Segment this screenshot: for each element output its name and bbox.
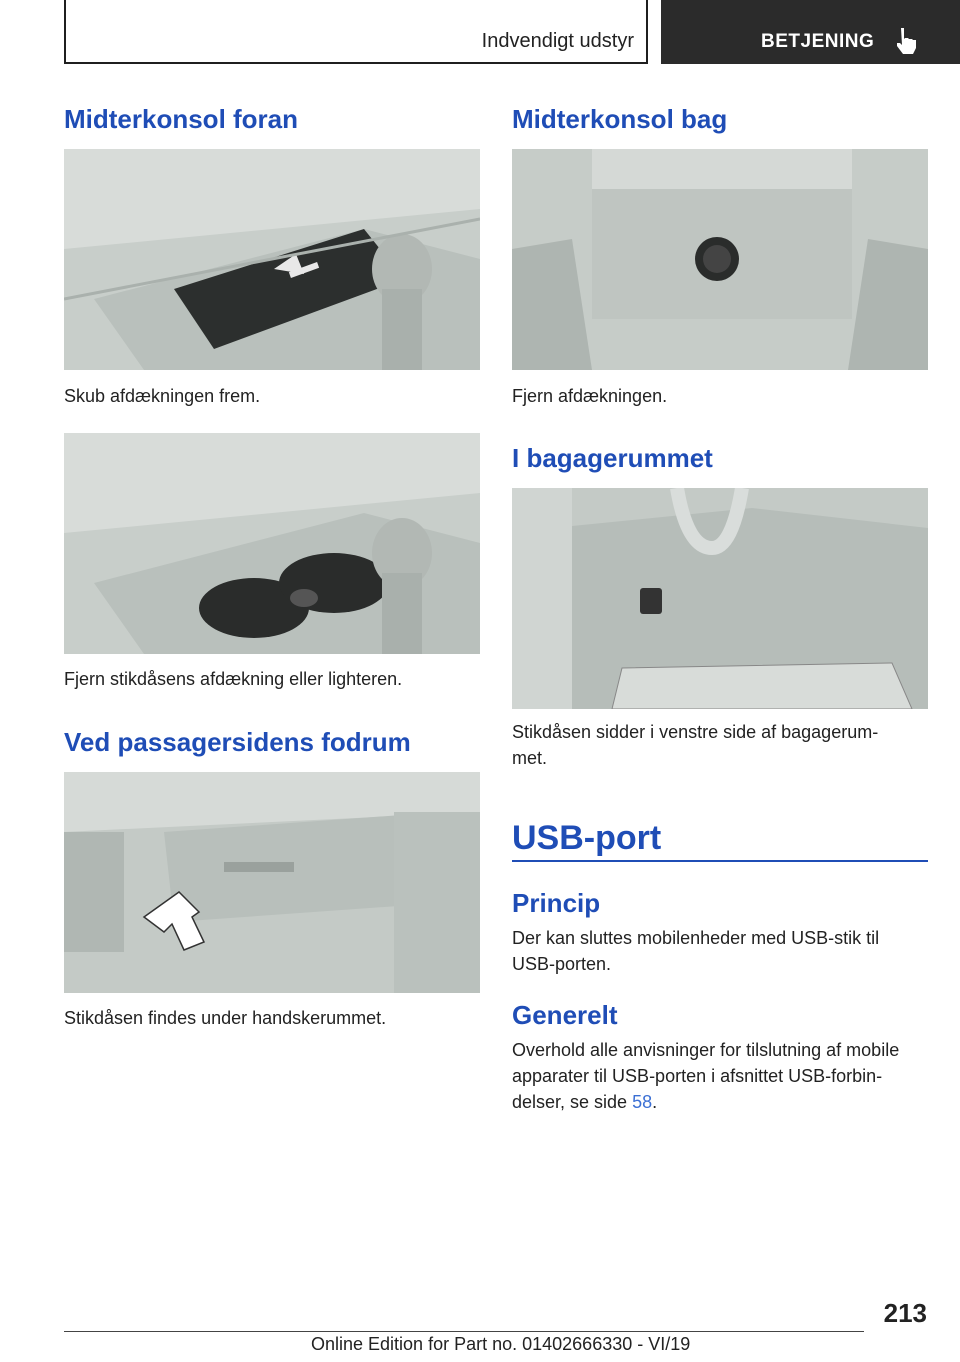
section-divider (512, 860, 928, 862)
caption-push-cover: Skub afdækningen frem. (64, 386, 261, 406)
general-line-3-suffix: . (652, 1092, 658, 1112)
footer-divider (64, 1331, 864, 1332)
image-luggage-compartment (512, 488, 928, 709)
footer-edition: Online Edition for Part no. 01402666330 - VI/19 (311, 1334, 691, 1354)
principle-line-1: Der kan sluttes mobilenheder med USB-stik til (512, 928, 880, 948)
image-passenger-footwell (64, 772, 480, 993)
header-chapter-tab (661, 0, 960, 64)
text-general (512, 1037, 899, 1115)
heading-general: Generelt (512, 1000, 618, 1030)
caption-remove-socket-cover: Fjern stikdåsens afdækning eller lighteren. (64, 669, 403, 689)
image-front-console-cover (64, 149, 480, 370)
caption-line-1: Stikdåsen sidder i venstre side af bagagerum- (512, 722, 879, 742)
general-line-1: Overhold alle anvisninger for tilslutning af mobile (512, 1040, 900, 1060)
text-principle (512, 925, 879, 977)
header-section-box (64, 0, 648, 64)
heading-front-console: Midterkonsol foran (64, 104, 299, 134)
page-reference-link[interactable]: 58 (632, 1092, 653, 1112)
heading-usb-port: USB-port (512, 819, 662, 857)
hand-pointer-icon (893, 26, 919, 56)
image-rear-console (512, 149, 928, 370)
caption-line-2: met. (512, 748, 548, 768)
heading-passenger-footwell: Ved passagersidens fodrum (64, 727, 411, 757)
caption-socket-left-trunk (512, 719, 878, 771)
image-front-console-socket (64, 433, 480, 654)
principle-line-2: USB-porten. (512, 954, 612, 974)
caption-remove-cover-rear: Fjern afdækningen. (512, 386, 668, 406)
general-line-2: apparater til USB-porten i afsnittet USB-forbin- (512, 1066, 883, 1086)
caption-socket-under-glovebox: Stikdåsen findes under handskerummet. (64, 1008, 387, 1028)
header-chapter-title: BETJENING (761, 31, 875, 52)
heading-rear-console: Midterkonsol bag (512, 104, 728, 134)
page-number: 213 (883, 1298, 927, 1328)
heading-luggage-compartment: I bagagerummet (512, 443, 713, 473)
header-section-title: Indvendigt udstyr (481, 30, 634, 52)
general-line-3: delser, se side (512, 1092, 633, 1112)
heading-principle: Princip (512, 888, 601, 918)
